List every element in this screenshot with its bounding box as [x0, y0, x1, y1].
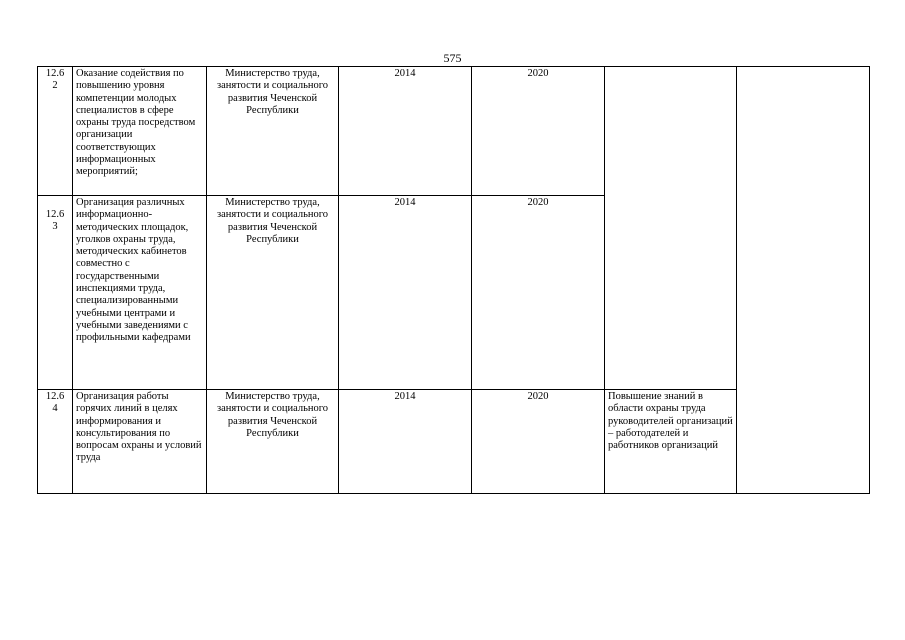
- measures-table: [37, 66, 870, 494]
- row-number: 12.6 2: [38, 67, 73, 196]
- start-year: 2014: [339, 196, 472, 390]
- executor: Министерство труда, занятости и социального развития Чеченской Республики: [207, 390, 339, 494]
- end-year: 2020: [472, 390, 605, 494]
- end-year: 2020: [472, 196, 605, 390]
- page-number: 575: [443, 51, 462, 65]
- notes-cell-empty: [737, 67, 870, 494]
- end-year: 2020: [472, 67, 605, 196]
- start-year: 2014: [339, 390, 472, 494]
- table-row: [38, 67, 870, 196]
- result-cell-empty: [605, 67, 737, 390]
- start-year: 2014: [339, 67, 472, 196]
- row-number: 12.6 3: [38, 196, 73, 390]
- executor: Министерство труда, занятости и социального развития Чеченской Республики: [207, 196, 339, 390]
- executor: Министерство труда, занятости и социального развития Чеченской Республики: [207, 67, 339, 196]
- measure-name: Оказание содействия по повышению уровня компетенции молодых специалистов в сфере охраны труда посредством организации соответствующих информационных мероприятий;: [73, 67, 207, 196]
- measure-name: Организация работы горячих линий в целях информирования и консультирования по вопросам охраны и условий труда: [73, 390, 207, 494]
- expected-result: Повышение знаний в области охраны труда руководителей организаций – работодателей и работников организаций: [605, 390, 737, 494]
- measure-name: Организация различных информационно-методических площадок, уголков охраны труда, методических кабинетов совместно с государственными инспекциями труда, специализированными учебными центрами и учебными заведениями с профильными кафедрами: [73, 196, 207, 390]
- row-number: 12.6 4: [38, 390, 73, 494]
